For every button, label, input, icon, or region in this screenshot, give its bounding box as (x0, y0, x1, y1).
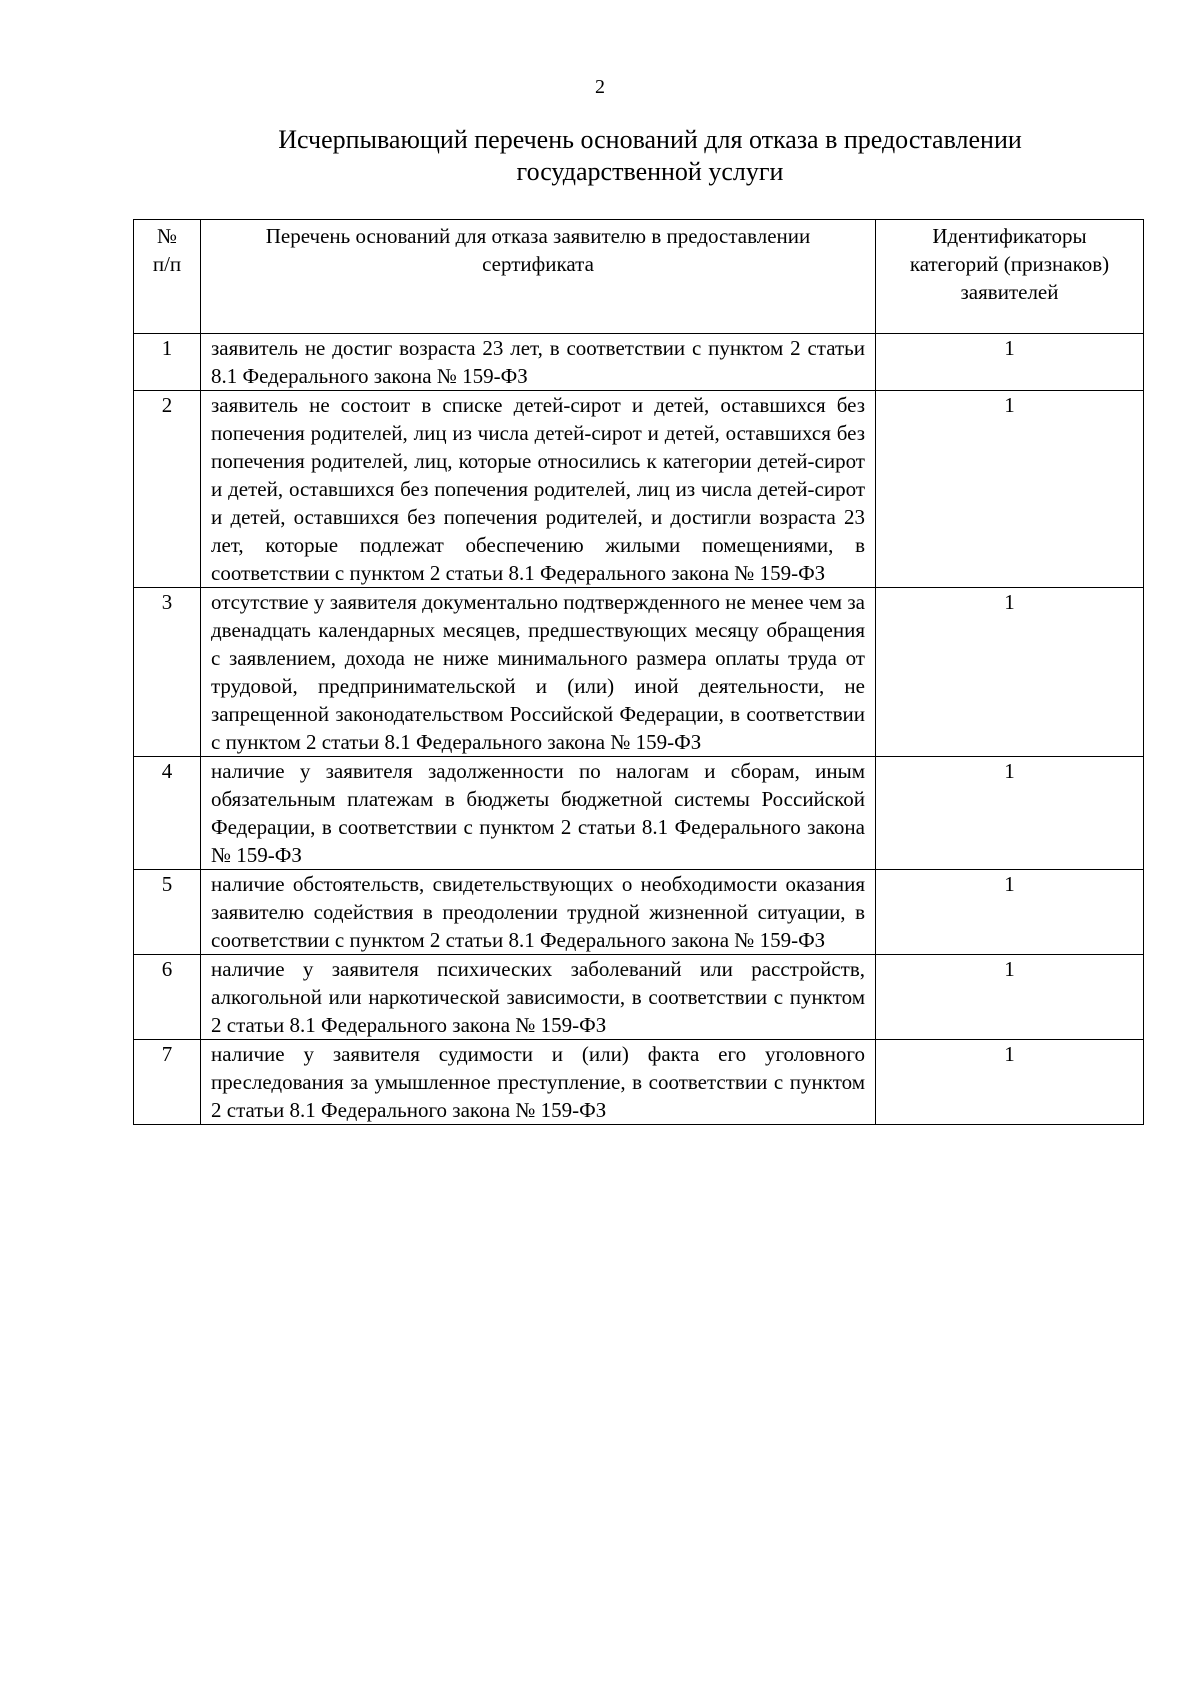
table-header-row (134, 220, 1144, 334)
row-number: 4 (134, 757, 201, 870)
header-identifiers-line-3: заявителей (960, 280, 1059, 304)
row-number: 7 (134, 1040, 201, 1125)
header-number (134, 220, 201, 334)
row-reason: наличие у заявителя задолженности по налогам и сборам, иным обязательным платежам в бюджеты бюджетной системы Российской Федерации, в соответствии с пунктом 2 статьи 8.1 Федерального закона № 159-ФЗ (201, 757, 876, 870)
row-reason: наличие у заявителя судимости и (или) факта его уголовного преследования за умышленное преступление, в соответствии с пунктом 2 статьи 8.1 Федерального закона № 159-ФЗ (201, 1040, 876, 1125)
header-number-line-1: № (156, 224, 178, 248)
header-reason-line-2: сертификата (482, 252, 594, 276)
table-row (134, 391, 1144, 588)
table-row (134, 757, 1144, 870)
header-identifiers-line-1: Идентификаторы (932, 224, 1087, 248)
row-identifier: 1 (876, 588, 1144, 757)
header-number-line-2: п/п (152, 252, 182, 276)
row-number: 3 (134, 588, 201, 757)
row-number: 5 (134, 870, 201, 955)
row-identifier: 1 (876, 1040, 1144, 1125)
row-reason: заявитель не состоит в списке детей-сирот и детей, оставшихся без попечения родителей, лиц из числа детей-сирот и детей, оставшихся без попечения родителей, лиц, которые относились к категории детей-сирот и детей, оставшихся без попечения родителей, лиц из числа детей-сирот и детей, оставшихся без попечения родителей, и достигли возраста 23 лет, которые подлежат обеспечению жилыми помещениями, в соответствии с пунктом 2 статьи 8.1 Федерального закона № 159-ФЗ (201, 391, 876, 588)
refusal-grounds-table (133, 219, 1144, 1125)
row-identifier: 1 (876, 870, 1144, 955)
document-title-line-2: государственной услуги (516, 157, 784, 186)
row-identifier: 1 (876, 334, 1144, 391)
table-row (134, 870, 1144, 955)
row-reason: наличие у заявителя психических заболеваний или расстройств, алкогольной или наркотической зависимости, в соответствии с пунктом 2 статьи 8.1 Федерального закона № 159-ФЗ (201, 955, 876, 1040)
row-number: 1 (134, 334, 201, 391)
table-row (134, 588, 1144, 757)
table-row (134, 1040, 1144, 1125)
row-identifier: 1 (876, 757, 1144, 870)
table-row (134, 955, 1144, 1040)
row-identifier: 1 (876, 391, 1144, 588)
table-row (134, 334, 1144, 391)
header-identifiers (876, 220, 1144, 334)
row-number: 2 (134, 391, 201, 588)
header-identifiers-line-2: категорий (признаков) (909, 252, 1110, 276)
page-number: 2 (595, 76, 605, 98)
row-identifier: 1 (876, 955, 1144, 1040)
header-reason (201, 220, 876, 334)
row-reason: заявитель не достиг возраста 23 лет, в соответствии с пунктом 2 статьи 8.1 Федерального закона № 159-ФЗ (201, 334, 876, 391)
row-reason: отсутствие у заявителя документально подтвержденного не менее чем за двенадцать календарных месяцев, предшествующих месяцу обращения с заявлением, дохода не ниже минимального размера оплаты труда от трудовой, предпринимательской и (или) иной деятельности, не запрещенной законодательством Российской Федерации, в соответствии с пунктом 2 статьи 8.1 Федерального закона № 159-ФЗ (201, 588, 876, 757)
row-number: 6 (134, 955, 201, 1040)
row-reason: наличие обстоятельств, свидетельствующих о необходимости оказания заявителю содействия в преодолении трудной жизненной ситуации, в соответствии с пунктом 2 статьи 8.1 Федерального закона № 159-ФЗ (201, 870, 876, 955)
document-title (200, 124, 1100, 188)
document-title-line-1: Исчерпывающий перечень оснований для отказа в предоставлении (278, 125, 1022, 154)
header-reason-line-1: Перечень оснований для отказа заявителю в предоставлении (265, 224, 811, 248)
